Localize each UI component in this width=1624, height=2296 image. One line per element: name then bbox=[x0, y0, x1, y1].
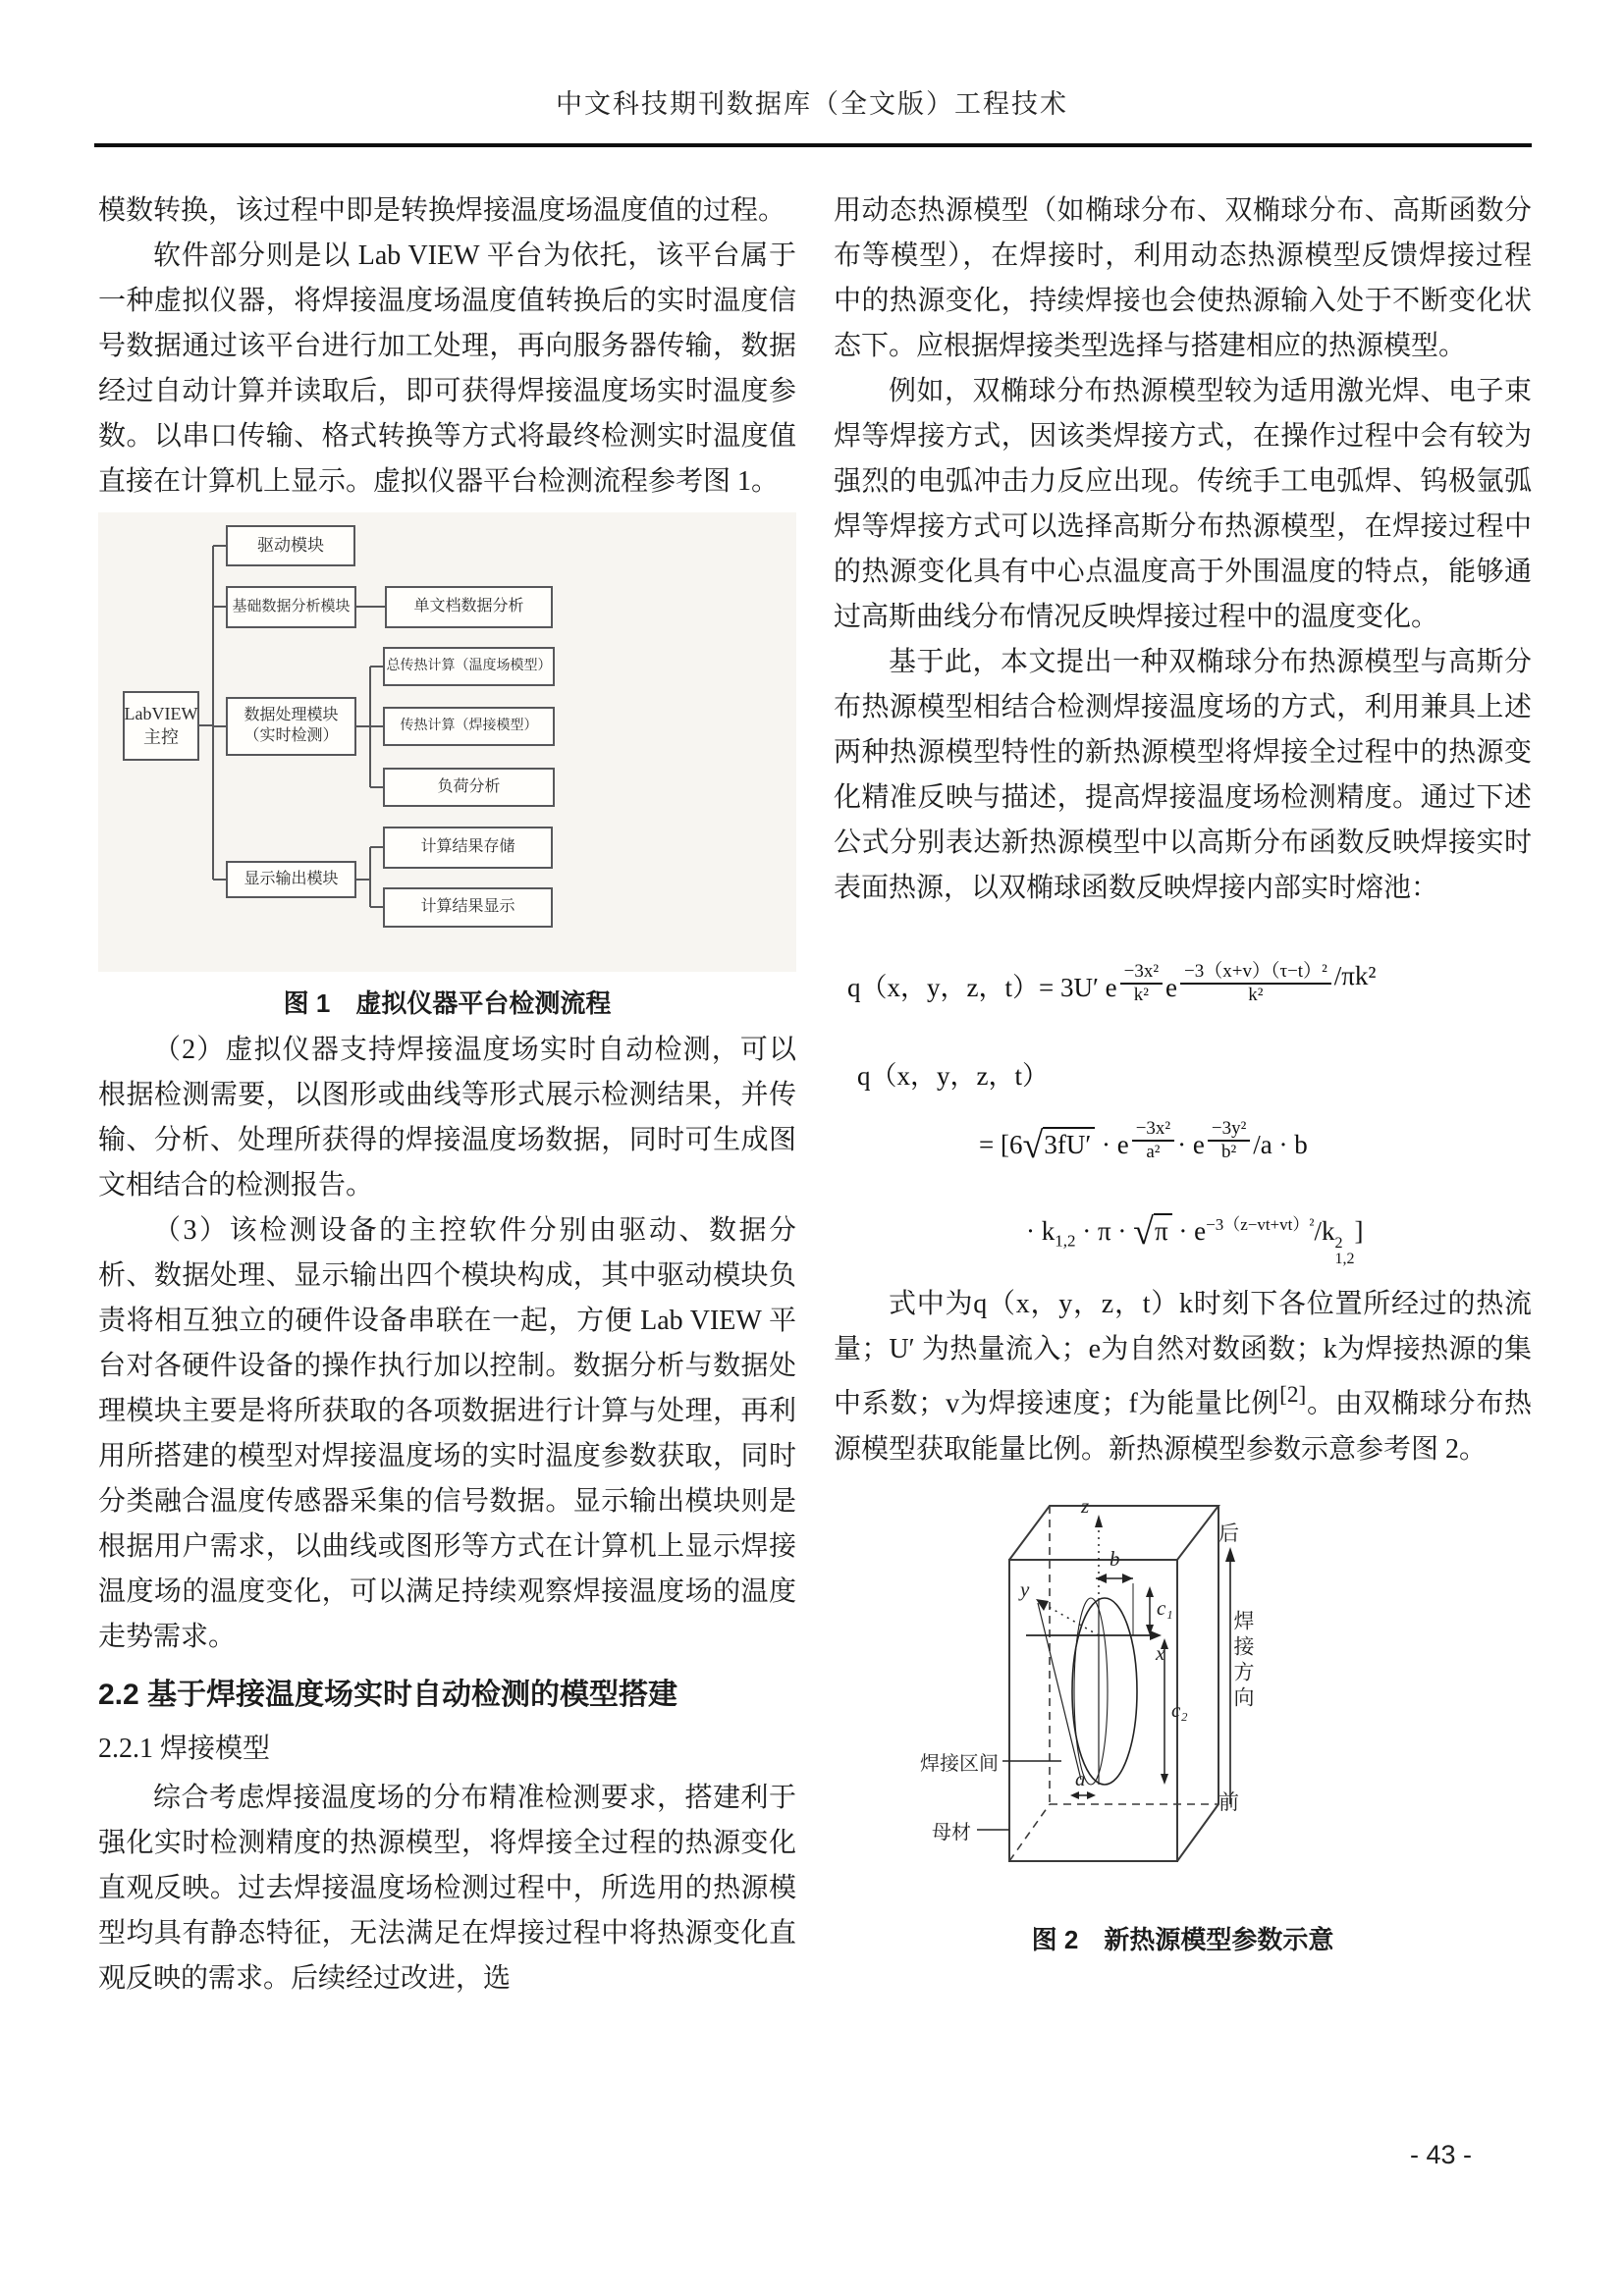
flow-box-basic-analysis-module: 基础数据分析模块 bbox=[226, 586, 356, 628]
figure-2-heat-source-diagram bbox=[834, 1478, 1532, 1908]
eq1-e: e bbox=[1165, 973, 1178, 1002]
dimension-c2-label: c₂ bbox=[1171, 1697, 1188, 1722]
paragraph-point-3: （3）该检测设备的主控软件分别由驱动、数据分析、数据处理、显示输出四个模块构成，其中驱动模块负责将相互独立的硬件设备串联在一起，方便 Lab VIEW 平台对各硬件设备的操作执行加以控制。数据分析与数据处理模块主要是将所获取的各项数据进行计算与处理，再利用所搭建的模型对焊接温度场的实时温度参数获取，同时分类融合温度传感器采集的信号数据。显示输出模块则是根据用户需求，以曲线或图形等方式在计算机上显示焊接温度场的温度变化，可以满足持续观察焊接温度场的温度走势需求。 bbox=[98, 1215, 796, 1652]
eq2-sqrt-icon: √ bbox=[1022, 1125, 1044, 1166]
axis-y-label: y bbox=[1020, 1576, 1030, 1601]
two-column-body bbox=[98, 188, 1532, 2002]
paragraph-continuation: 模数转换，该过程中即是转换焊接温度场温度值的过程。 bbox=[98, 195, 786, 226]
eq2-l3-pre: · k bbox=[1026, 1215, 1056, 1246]
paragraph-point-2: （2）虚拟仪器支持焊接温度场实时自动检测，可以根据检测需要，以图形或曲线等形式展示检测结果，并传输、分析、处理所获得的焊接温度场数据，同时可生成图文相结合的检测报告。 bbox=[98, 1035, 796, 1201]
page-number: - 43 - bbox=[1410, 2140, 1473, 2169]
eq2-k12-stack: 2 1,2 bbox=[1334, 1234, 1355, 1268]
eq1-exponent-2: $\frac{\text{−3（x+v）（τ−t）²}}{\text{k²}}$ bbox=[1180, 961, 1331, 1006]
section-heading-2-2: 2.2 基于焊接温度场实时自动检测的模型搭建 bbox=[98, 1679, 678, 1711]
citation-2: [2] bbox=[1279, 1382, 1307, 1409]
eq2-l3-mid: · π · bbox=[1075, 1215, 1134, 1246]
eq2-tail1: /a · b bbox=[1253, 1130, 1308, 1159]
equation-2-line3 bbox=[834, 1210, 1532, 1269]
flow-box-data-processing-line2: （实时检测） bbox=[244, 727, 339, 744]
paragraph-dynamic-heat-source: 用动态热源模型（如椭球分布、双椭球分布、高斯函数分布等模型），在焊接时，利用动态热源模型反馈焊接过程中的热源变化，持续焊接也会使热源输入处于不断变化状态下。应根据焊接类型选择与搭建相应的热源模型。 bbox=[834, 195, 1532, 361]
equation-2-line2 bbox=[834, 1108, 1532, 1183]
eq2-sqrt-pi-icon: √ bbox=[1133, 1210, 1154, 1253]
eq2-pre: = [6 bbox=[979, 1130, 1023, 1159]
right-column bbox=[834, 188, 1532, 2002]
axis-z-label: z bbox=[1081, 1493, 1090, 1518]
flow-box-result-display: 计算结果显示 bbox=[383, 887, 553, 928]
eq2-exponent-2: $\frac{\text{−3y²}}{\text{b²}}$ bbox=[1208, 1118, 1250, 1163]
weld-direction-label: 焊接方向 bbox=[1231, 1609, 1255, 1712]
base-material-label: 母材 bbox=[932, 1821, 971, 1843]
paragraph-symbols: 式中为q（x，y，z，t）k时刻下各位置所经过的热流量；U′ 为热量流入；e为自然对数函数；k为焊接热源的集中系数；v为焊接速度；f为能量比例[2]。由双椭球分布热源模型获取能量比例。新热源模型参数示意参考图 2。 bbox=[834, 1289, 1532, 1465]
flow-box-load-analysis: 负荷分析 bbox=[383, 768, 555, 807]
flow-box-heat-transfer-calc: 传热计算（焊接模型） bbox=[383, 707, 555, 746]
flow-box-labview-line1: LabVIEW bbox=[124, 704, 198, 724]
eq2-radicand: 3fU′ bbox=[1043, 1127, 1095, 1159]
figure-1-caption: 图 1 虚拟仪器平台检测流程 bbox=[283, 988, 612, 1018]
axis-x-label: x bbox=[1156, 1640, 1165, 1665]
paragraph-proposal: 基于此，本文提出一种双椭球分布热源模型与高斯分布热源模型相结合检测焊接温度场的方式，利用兼具上述两种热源模型特性的新热源模型将焊接全过程中的热源变化精准反映与描述，提高焊接温度场检测精度。通过下述公式分别表达新热源模型中以高斯分布函数反映焊接实时表面热源，以双椭球函数反映焊接内部实时熔池： bbox=[834, 647, 1532, 903]
dimension-b-label: b bbox=[1110, 1546, 1120, 1571]
flow-box-labview-master bbox=[123, 691, 199, 761]
weld-zone-label: 焊接区间 bbox=[920, 1752, 999, 1775]
eq2-pi-radicand: π bbox=[1154, 1213, 1172, 1246]
dimension-a-label: a bbox=[1075, 1766, 1086, 1790]
flow-box-data-processing-line1: 数据处理模块 bbox=[244, 707, 339, 724]
figure-1-flowchart bbox=[98, 512, 796, 972]
flow-box-labview-line2: 主控 bbox=[143, 726, 179, 747]
eq2-dot-e1: · e bbox=[1095, 1130, 1129, 1159]
eq1-exponent-1: $\frac{\text{−3x²}}{\text{k²}}$ bbox=[1120, 961, 1163, 1006]
front-label: 前 bbox=[1218, 1789, 1239, 1814]
eq2-dot-e2: · e bbox=[1177, 1130, 1205, 1159]
eq2-k-sub: 1,2 bbox=[1055, 1231, 1076, 1251]
flow-box-single-doc-analysis: 单文档数据分析 bbox=[385, 586, 553, 628]
paragraph-welding-model: 综合考虑焊接温度场的分布精准检测要求，搭建利于强化实时检测精度的热源模型，将焊接全过程的热源变化直观反映。过去焊接温度场检测过程中，所选用的热源模型均具有静态特征，无法满足在焊接过程中将热源变化直观反映的需求。后续经过改进，选 bbox=[98, 1783, 796, 1994]
eq2-l3-end: ] bbox=[1354, 1215, 1364, 1246]
subsection-heading-2-2-1: 2.2.1 焊接模型 bbox=[98, 1734, 271, 1764]
dimension-c1-label: c₁ bbox=[1157, 1595, 1173, 1620]
left-column bbox=[98, 188, 796, 2002]
flow-box-drive-module: 驱动模块 bbox=[226, 525, 355, 566]
equation-1 bbox=[834, 940, 1532, 1025]
paragraph-software: 软件部分则是以 Lab VIEW 平台为依托，该平台属于一种虚拟仪器，将焊接温度场温度值转换后的实时温度信号数据通过该平台进行加工处理，再向服务器传输，数据经过自动计算并读取后，即可获得焊接温度场实时温度参数。以串口传输、格式转换等方式将最终检测实时温度值直接在计算机上显示。虚拟仪器平台检测流程参考图 1。 bbox=[98, 240, 796, 497]
paragraph-example: 例如，双椭球分布热源模型较为适用激光焊、电子束焊等焊接方式，因该类焊接方式，在操作过程中会有较为强烈的电弧冲击力反应出现。传统手工电弧焊、钨极氩弧焊等焊接方式可以选择高斯分布热源模型，在焊接过程中的热源变化具有中心点温度高于外围温度的特点，能够通过高斯曲线分布情况反映焊接过程中的温度变化。 bbox=[834, 376, 1532, 632]
flow-box-display-output-module: 显示输出模块 bbox=[226, 861, 356, 898]
eq2-l3-dot-e: · e bbox=[1171, 1215, 1207, 1246]
eq2-l3-slash: /k bbox=[1314, 1215, 1335, 1246]
eq1-tail: /πk² bbox=[1333, 961, 1377, 990]
rear-label: 后 bbox=[1218, 1521, 1239, 1545]
flow-box-data-processing-module bbox=[226, 697, 356, 756]
figure-2-caption: 图 2 新热源模型参数示意 bbox=[1031, 1924, 1334, 1954]
equation-2-lhs: q（x，y，z，t） bbox=[857, 1061, 1049, 1091]
eq2-l3-exponent: −3（z−vt+vt）² bbox=[1206, 1214, 1315, 1234]
flow-box-total-heat-calc: 总传热计算（温度场模型） bbox=[383, 647, 555, 686]
journal-header: 中文科技期刊数据库（全文版）工程技术 bbox=[556, 89, 1068, 119]
flow-box-result-storage: 计算结果存储 bbox=[383, 827, 553, 869]
eq2-exponent-1: $\frac{\text{−3x²}}{\text{a²}}$ bbox=[1132, 1118, 1174, 1163]
header-rule bbox=[94, 143, 1532, 147]
eq1-lhs: q（x，y，z，t）= 3U′ e bbox=[847, 973, 1117, 1002]
